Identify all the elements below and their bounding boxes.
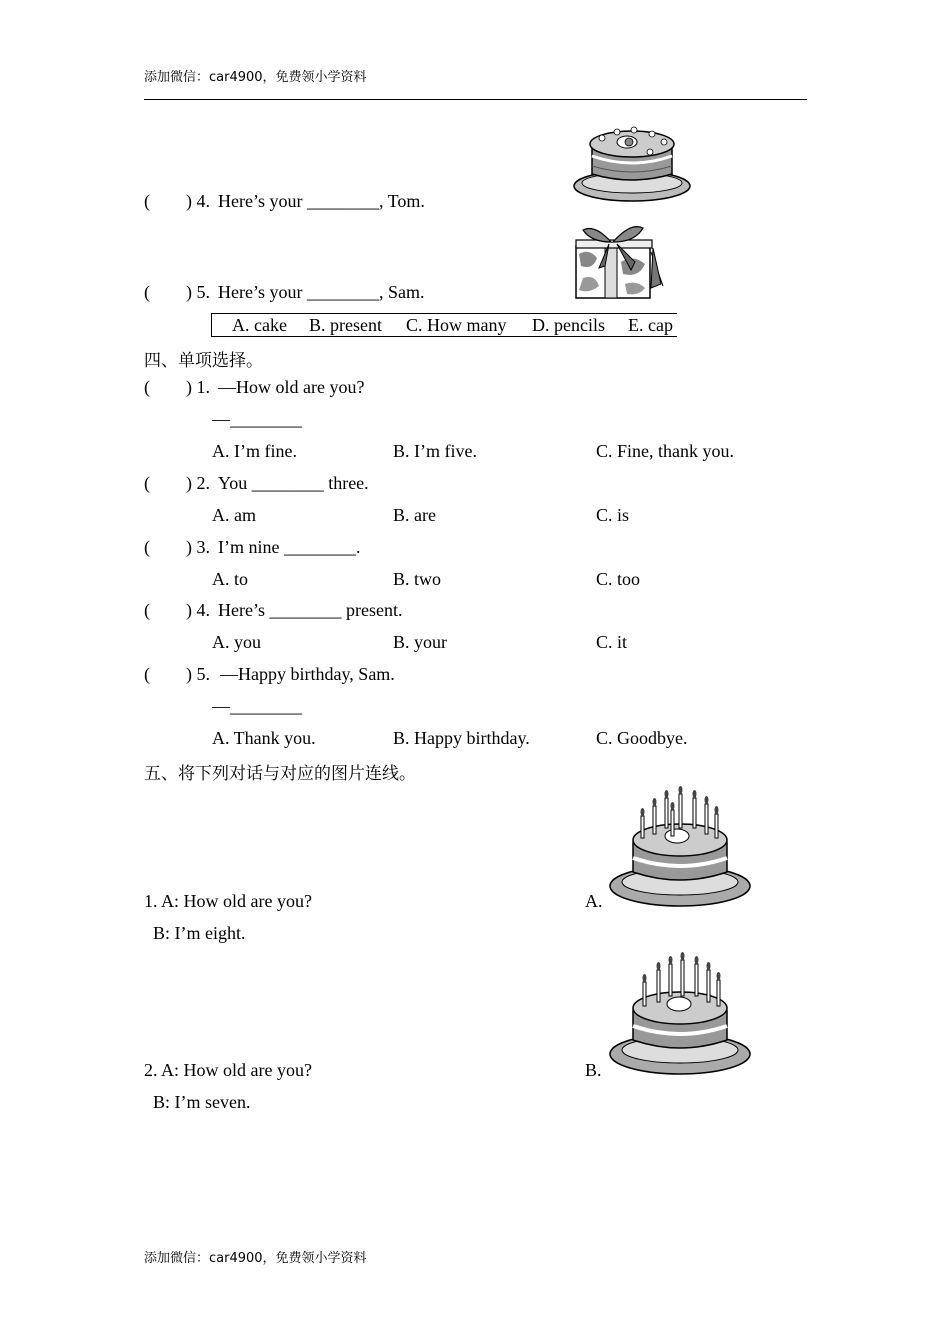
s4-q5-answer-line: —________ [212, 696, 302, 716]
s4-q1-option-b: B. I’m five. [393, 441, 477, 461]
s4-q4-paren: ( [144, 600, 150, 620]
page-footer: 添加微信：car4900，免费领小学资料 [144, 1251, 367, 1266]
s4-q4-option-b: B. your [393, 632, 447, 652]
s5-pic-a-label: A. [585, 891, 603, 911]
word-bank-option: B. present [309, 315, 382, 335]
word-bank-option: E. cap [628, 315, 673, 335]
birthday-cake-8-candles-icon [607, 786, 753, 910]
s4-q2-option-c: C. is [596, 505, 630, 525]
s4-q3-text: I’m nine ________. [218, 537, 361, 557]
s4-q2-option-b: B. are [393, 505, 436, 525]
s4-q1-option-a: A. I’m fine. [212, 441, 297, 461]
s4-q2-text: You ________ three. [218, 473, 369, 493]
s3-q5-text: Here’s your ________, Sam. [218, 282, 425, 302]
s4-q5-option-c: C. Goodbye. [596, 728, 688, 748]
word-bank-option: C. How many [406, 315, 507, 335]
s4-q3-number: ) 3. [186, 537, 210, 557]
s4-q4-option-c: C. it [596, 632, 628, 652]
s4-q5-text: —Happy birthday, Sam. [220, 664, 395, 684]
s4-q2-option-a: A. am [212, 505, 256, 525]
s4-q3-paren: ( [144, 537, 150, 557]
s4-q3-option-b: B. two [393, 569, 442, 589]
s5-dialog2-b: B: I’m seven. [153, 1092, 251, 1112]
s5-dialog1-b: B: I’m eight. [153, 923, 246, 943]
s4-q3-option-c: C. too [596, 569, 641, 589]
s4-q5-number: ) 5. [186, 664, 210, 684]
s4-q1-text: —How old are you? [218, 377, 365, 397]
s4-q5-paren: ( [144, 664, 150, 684]
s3-q5-paren: ( [144, 282, 150, 302]
s4-q3-option-a: A. to [212, 569, 248, 589]
s4-q1-number: ) 1. [186, 377, 210, 397]
word-bank-option: D. pencils [532, 315, 605, 335]
s4-q2-paren: ( [144, 473, 150, 493]
s4-q1-option-c: C. Fine, thank you. [596, 441, 734, 461]
s4-q5-option-b: B. Happy birthday. [393, 728, 530, 748]
s5-dialog1-a: 1. A: How old are you? [144, 891, 312, 911]
cake-icon [572, 122, 694, 208]
s3-q4-paren: ( [144, 191, 150, 211]
s4-q1-paren: ( [144, 377, 150, 397]
word-bank-option: A. cake [232, 315, 287, 335]
s4-q4-option-a: A. you [212, 632, 261, 652]
s5-pic-b-label: B. [585, 1060, 602, 1080]
s4-q1-answer-line: —________ [212, 409, 302, 429]
gift-box-icon [573, 222, 665, 300]
s3-q5-number: ) 5. [186, 282, 210, 302]
s4-q4-text: Here’s ________ present. [218, 600, 403, 620]
s4-q2-number: ) 2. [186, 473, 210, 493]
section5-title: 五、将下列对话与对应的图片连线。 [144, 764, 416, 784]
birthday-cake-7-candles-icon [607, 952, 753, 1078]
word-bank-box [211, 313, 677, 337]
s3-q4-number: ) 4. [186, 191, 210, 211]
header-rule [144, 99, 807, 100]
page-header: 添加微信：car4900，免费领小学资料 [144, 70, 367, 85]
s5-dialog2-a: 2. A: How old are you? [144, 1060, 312, 1080]
section4-title: 四、单项选择。 [144, 351, 263, 371]
s4-q4-number: ) 4. [186, 600, 210, 620]
s4-q5-option-a: A. Thank you. [212, 728, 316, 748]
s3-q4-text: Here’s your ________, Tom. [218, 191, 425, 211]
